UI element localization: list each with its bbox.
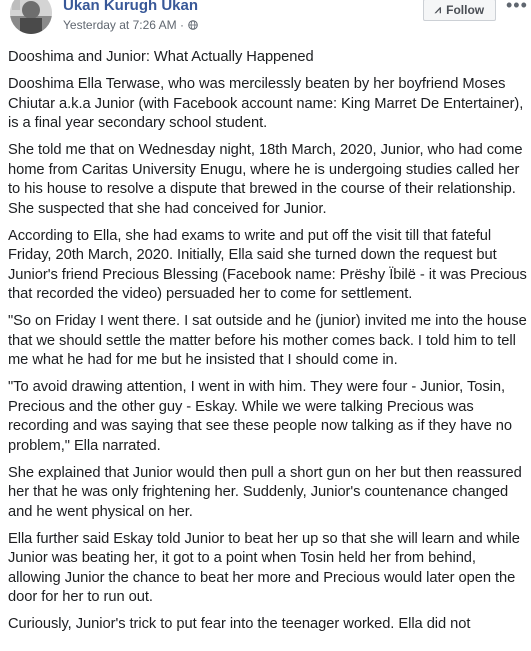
author-name[interactable]: Ukan Kurugh Ukan	[63, 0, 199, 14]
post-paragraph: Dooshima and Junior: What Actually Happened	[8, 49, 314, 65]
rss-icon: ⩘	[434, 3, 442, 16]
avatar[interactable]	[10, 0, 52, 34]
post-timestamp[interactable]: Yesterday at 7:26 AM	[63, 18, 177, 32]
post-meta	[63, 18, 198, 32]
meta-separator: ·	[176, 18, 184, 32]
post-paragraph: "So on Friday I went there. I sat outside and he (junior) invited me into the house that we should settle the matter before his mother comes back. I told him to tell me what he had for me but he insisted that I should come in.	[8, 313, 527, 368]
more-dots-icon[interactable]: •••	[506, 0, 528, 15]
post-header	[0, 0, 531, 40]
avatar-image	[10, 0, 52, 34]
post-paragraph: Curiously, Junior's trick to put fear into the teenager worked. Ella did not	[8, 616, 471, 632]
post-paragraph: "To avoid drawing attention, I went in with him. They were four - Junior, Tosin, Precious and the other guy - Eskay. While we were talking Precious was recording and was saying that see these people now talking as if they have no problem," Ella narrated.	[8, 379, 513, 454]
post-paragraph: She told me that on Wednesday night, 18th March, 2020, Junior, who had come home from Caritas University Enugu, where he is undergoing studies called her to his house to resolve a dispute that brewed in the course of their relationship. She suspected that she had conceived for Junior.	[8, 142, 523, 217]
post-paragraph: Ella further said Eskay told Junior to beat her up so that she will learn and while Junior was beating her, it got to a point when Tosin held her from behind, allowing Junior the chance to beat her more and Precious would later open the door for her to run out.	[8, 530, 520, 605]
post-paragraph: Dooshima Ella Terwase, who was mercilessly beaten by her boyfriend Moses Chiutar a.k.a Junior (with Facebook account name: King Marret De Entertainer), is a final year secondary school student.	[8, 76, 524, 131]
post-paragraph: According to Ella, she had exams to write and put off the visit till that fateful Friday, 20th March, 2020. Initially, Ella said she turned down the request but Junior's friend Precious Blessing (Facebook name: Prëshy Ïbilë - it was Precious that recorded the video) persuaded her to come for settlement.	[8, 227, 527, 302]
follow-label: Follow	[446, 3, 485, 17]
post-body	[8, 48, 528, 642]
globe-icon	[188, 20, 198, 30]
post-paragraph: She explained that Junior would then pull a short gun on her but then reassured her that he was only frightening her. Suddenly, Junior's countenance changed and he went physical on her.	[8, 464, 522, 520]
follow-button[interactable]	[423, 0, 496, 21]
